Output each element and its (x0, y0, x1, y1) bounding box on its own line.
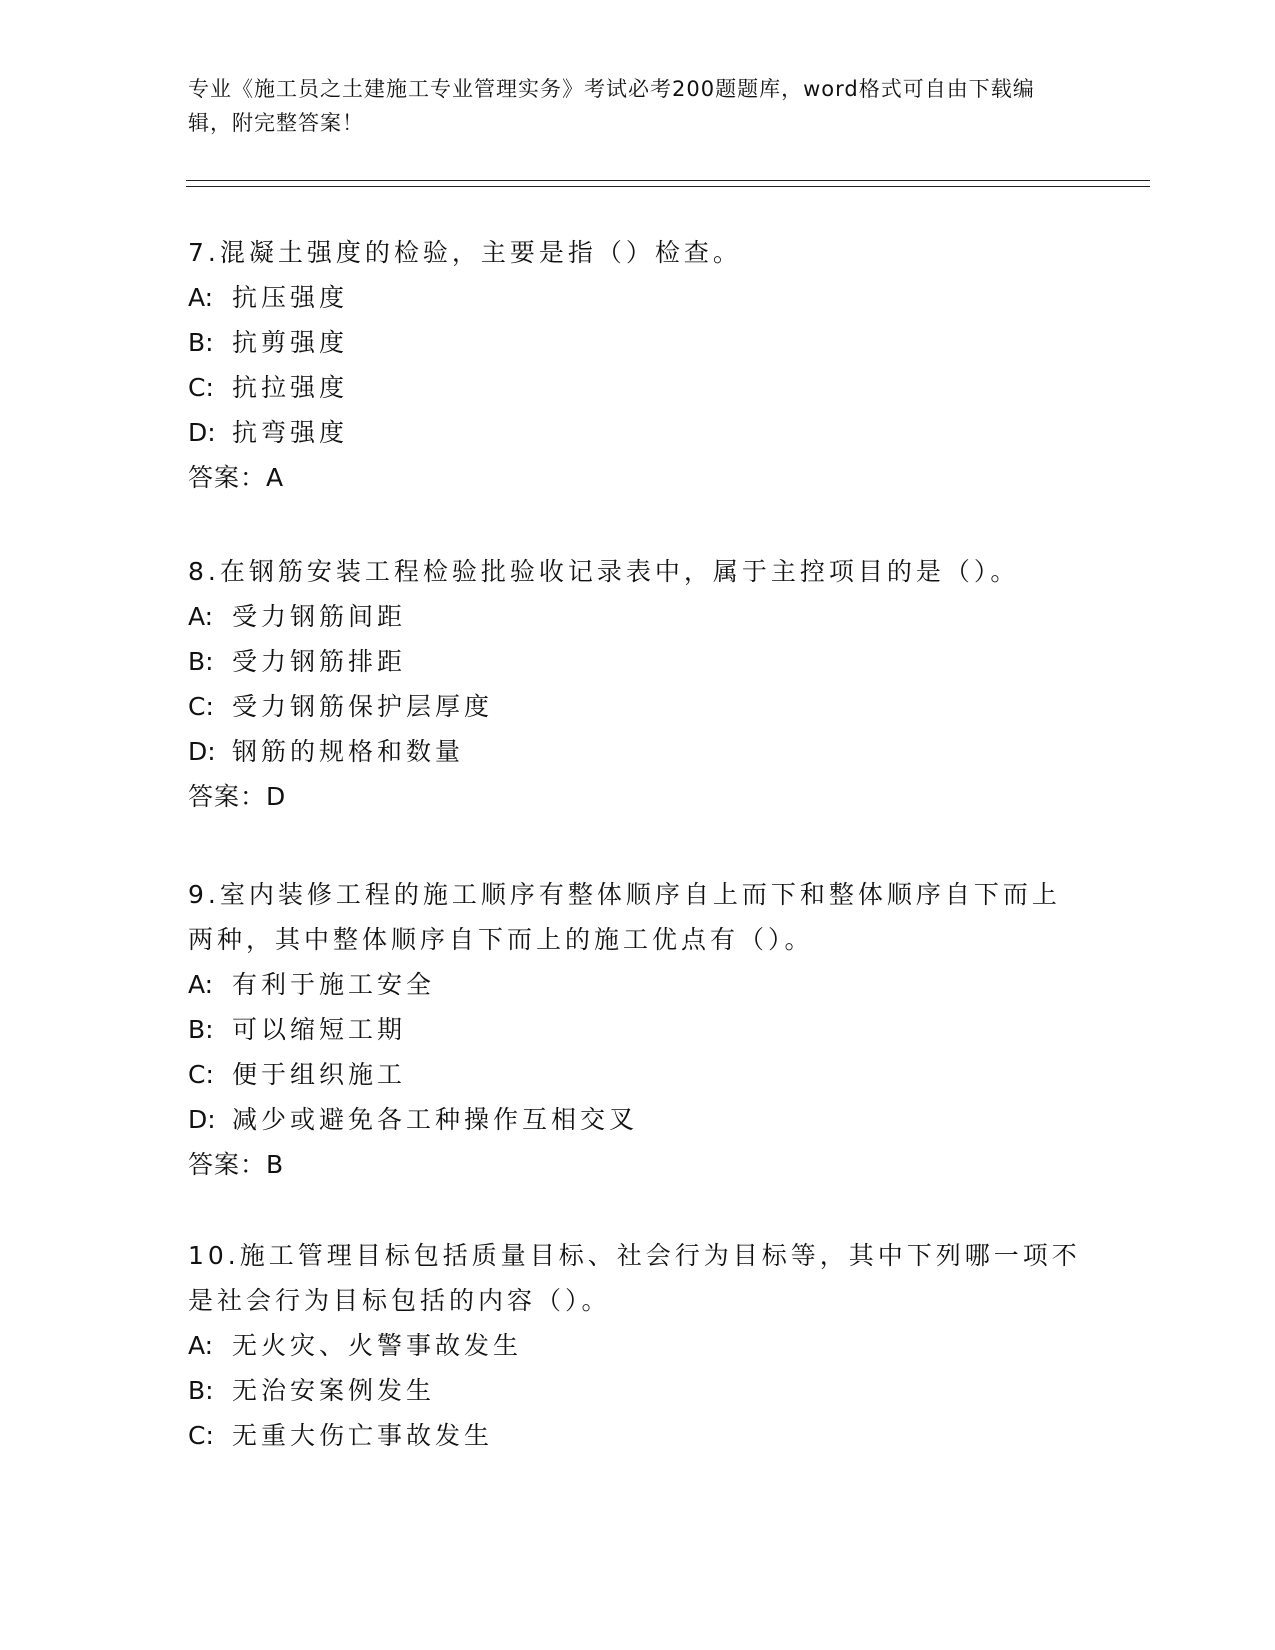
option-c (188, 365, 1088, 410)
option-b (188, 1007, 1088, 1052)
question-8 (188, 549, 1088, 819)
option-text: 无火灾、火警事故发生 (232, 1331, 523, 1360)
option-b (188, 320, 1088, 365)
header-divider-bottom (186, 186, 1150, 187)
question-stem: 9.室内装修工程的施工顺序有整体顺序自上而下和整体顺序自下而上两种，其中整体顺序自下而上的施工优点有（）。 (188, 880, 1061, 954)
option-letter: C: (188, 1421, 214, 1450)
answer-line: 答案：D (188, 782, 287, 811)
option-text: 抗拉强度 (232, 373, 349, 402)
answer-line: 答案：A (188, 463, 285, 492)
option-text: 受力钢筋排距 (232, 647, 407, 676)
option-text: 减少或避免各工种操作互相交叉 (232, 1105, 639, 1134)
option-letter: A: (188, 602, 214, 631)
option-text: 无重大伤亡事故发生 (232, 1421, 494, 1450)
document-header: 专业《施工员之土建施工专业管理实务》考试必考200题题库，word格式可自由下载编辑，附完整答案！ (188, 77, 1035, 135)
option-text: 可以缩短工期 (232, 1015, 407, 1044)
header-divider-top (186, 180, 1150, 181)
option-d (188, 1097, 1088, 1142)
option-letter: A: (188, 283, 214, 312)
option-letter: B: (188, 328, 214, 357)
option-d (188, 729, 1088, 774)
option-text: 便于组织施工 (232, 1060, 407, 1089)
option-a (188, 594, 1088, 639)
option-letter: D: (188, 1105, 216, 1134)
option-letter: D: (188, 737, 216, 766)
question-9 (188, 872, 1088, 1187)
option-letter: C: (188, 692, 214, 721)
option-b (188, 639, 1088, 684)
question-stem: 8.在钢筋安装工程检验批验收记录表中，属于主控项目的是（）。 (188, 557, 1020, 586)
option-letter: B: (188, 647, 214, 676)
option-letter: C: (188, 1060, 214, 1089)
option-text: 抗剪强度 (232, 328, 349, 357)
option-letter: A: (188, 1331, 214, 1360)
option-d (188, 410, 1088, 455)
option-text: 受力钢筋保护层厚度 (232, 692, 494, 721)
question-7 (188, 230, 1088, 500)
option-text: 钢筋的规格和数量 (232, 737, 465, 766)
option-a (188, 1323, 1088, 1368)
option-text: 有利于施工安全 (232, 970, 436, 999)
option-c (188, 684, 1088, 729)
option-letter: A: (188, 970, 214, 999)
option-a (188, 962, 1088, 1007)
option-a (188, 275, 1088, 320)
question-10 (188, 1233, 1088, 1458)
option-letter: B: (188, 1376, 214, 1405)
option-text: 受力钢筋间距 (232, 602, 407, 631)
option-c (188, 1413, 1088, 1458)
option-text: 无治安案例发生 (232, 1376, 436, 1405)
option-b (188, 1368, 1088, 1413)
option-c (188, 1052, 1088, 1097)
question-stem: 10.施工管理目标包括质量目标、社会行为目标等，其中下列哪一项不是社会行为目标包括的内容（）。 (188, 1241, 1081, 1315)
question-stem: 7.混凝土强度的检验，主要是指（）检查。 (188, 238, 742, 267)
option-text: 抗压强度 (232, 283, 349, 312)
answer-line: 答案：B (188, 1150, 285, 1179)
option-letter: C: (188, 373, 214, 402)
option-text: 抗弯强度 (232, 418, 349, 447)
option-letter: B: (188, 1015, 214, 1044)
option-letter: D: (188, 418, 216, 447)
